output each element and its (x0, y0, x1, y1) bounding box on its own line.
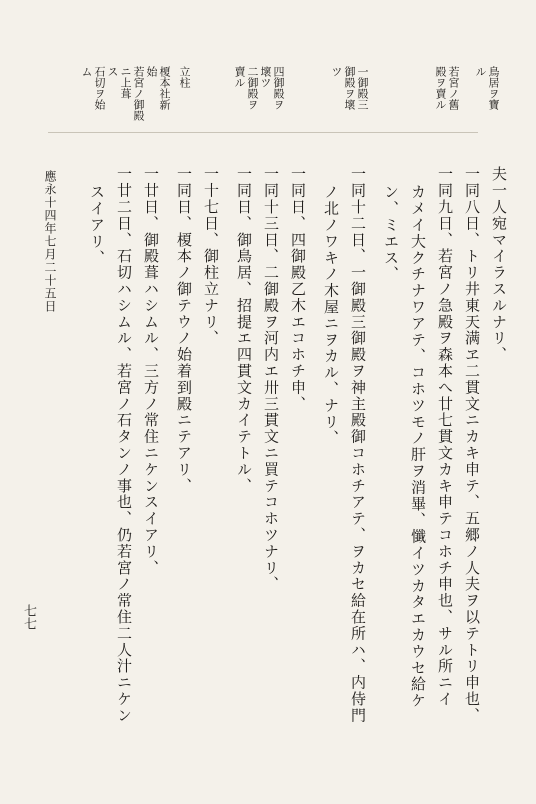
body-line-3: 一同九日、若宮ノ急殿ヲ森本へ廿七貫文カキ申テコホチ申也、サル所ニイ (436, 166, 454, 708)
page-number: 七七 (21, 604, 36, 630)
body-line-8: 一同日、四御殿乙木エコホチ申、 (289, 166, 307, 412)
header-note-6: 榎本社新 始 若宮ノ御殿 ニ上葺 ス 石切ヲ始 ム (80, 66, 171, 121)
body-line-5: ン、ミエス、 (382, 184, 400, 283)
header-note-4: 四御殿ヲ 壞ツ 二御殿ヲ 賣ル (233, 66, 285, 110)
header-note-5: 立柱 (178, 66, 191, 88)
body-line-9: 一同十三日、二御殿ヲ河内エ卅三貫文ニ買テコホツナリ、 (262, 166, 280, 593)
body-line-6: 一同十二日、一御殿三御殿ヲ神主殿御コホチアテ、ヲカセ給在所ハ、内侍門 (349, 166, 367, 724)
body-line-10: 一同日、御鳥居、招提エ四貫文カイテトル、 (235, 166, 253, 494)
header-note-3: 一御殿三 御殿ヲ壞 ツ (330, 66, 369, 110)
running-date: 應永十四年七月二十五日 (43, 170, 57, 313)
header-note-1: 鳥居ヲ寶 ル (474, 66, 500, 110)
body-line-1: 夫一人宛マイラスルナリ、 (490, 166, 508, 363)
body-line-4: カメイ大クチナワアテ、コホツモノ肝ヲ消畢、懺イツカタエカウセ給ケ (409, 184, 427, 709)
body-line-15: スイアリ、 (88, 184, 106, 266)
body-line-13: 一廿日、御殿葺ハシムル、三方ノ常住ニケンスイアリ、 (142, 166, 160, 576)
body-line-12: 一同日、榎本ノ御テウノ始着到殿ニテアリ、 (175, 166, 193, 494)
header-rule (48, 132, 478, 133)
header-note-2: 若宮ノ舊 殿ヲ賣ル (434, 66, 460, 110)
body-line-7: ノ北ノワキノ木屋ニヲカル、ナリ、 (322, 184, 340, 447)
body-line-2: 一同八日、トリ井東天满ヱ二貫文ニカキ申テ、五郷ノ人夫ヲ以テトリ申也、 (463, 166, 481, 724)
body-line-11: 一十七日、御柱立ナリ、 (202, 166, 220, 347)
body-line-14: 一廿二日、石切ハシムル、若宮ノ石タンノ事也、仍若宮ノ常住二人汁ニケン (115, 166, 133, 724)
